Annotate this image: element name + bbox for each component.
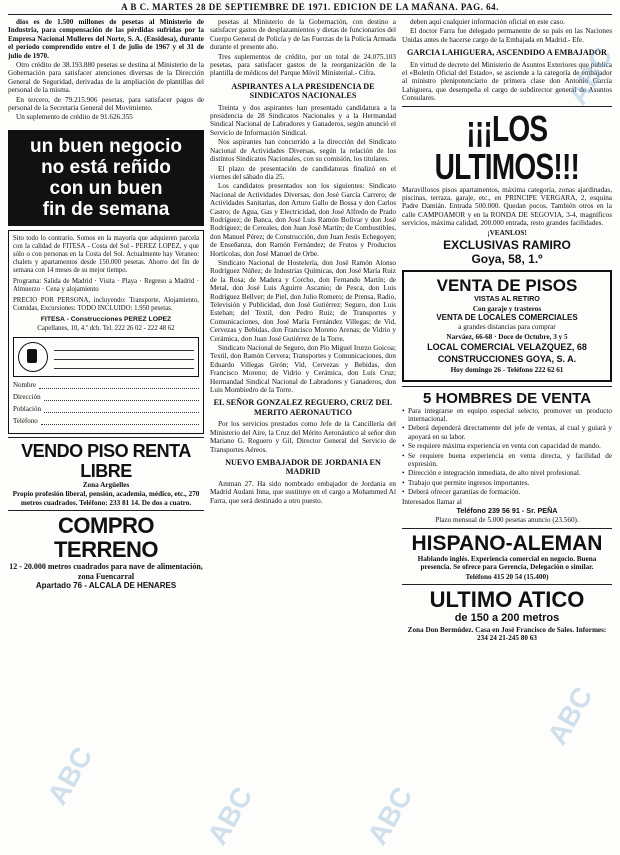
article-paragraph: El doctor Farra fue delegado permanente de su país en las Naciones Unidas antes de hacerse cargo de la Embajada en Madrid.- Efe.: [402, 27, 612, 44]
watermark-abc-5: ABC: [561, 41, 619, 110]
ad-ultimo-atico-title: ULTIMO ATICO: [429, 587, 585, 613]
column-1: [8, 18, 204, 592]
page-header: A B C. MARTES 28 DE SEPTIEMBRE DE 1971. EDICION DE LA MAÑANA. PAG. 64.: [8, 2, 612, 15]
ad-exclusivas-title: EXCLUSIVAS RAMIRO: [443, 238, 571, 253]
ad-ultimo-atico-sub: de 150 a 200 metros: [454, 612, 560, 625]
article-paragraph: dios es de 1.500 millones de pesetas al Ministerio de Industria, para compensación de las pérdidas sufridas por la Empresa Nacional Mulleres del Norte, S. A. (Ensidesa), durante el período comprendido entre el 1 de julio de 1967 y el 31 de julio de 1970.: [8, 18, 204, 60]
article-paragraph: deben aquí cualquier información oficial en este caso.: [410, 18, 565, 26]
ad-hispano-title: HISPANO-ALEMAN: [411, 531, 603, 555]
form-address-field[interactable]: [13, 393, 199, 401]
ad-venta-line: Con garaje y trasteros: [472, 304, 542, 313]
ad-compro-terreno-title: COMPRO TERRENO: [53, 513, 159, 563]
ad-venta-line: VISTAS AL RETIRO: [474, 294, 540, 304]
headline-sindicatos: ASPIRANTES A LA PRESIDENCIA DE SINDICATOS NACIONALES: [231, 81, 375, 101]
article-paragraph: Treinta y dos aspirantes han presentado candidatura a la presidencia de 28 Sindicatos Nacionales y a la Hermandad Sindical Nacional de Labradores y Ganaderos, según anunció el Servicio de Información Sindical.: [210, 103, 396, 137]
ad-hombres-item: • Deberá ofrecer garantías de formación.: [402, 488, 612, 496]
article-paragraph: El plazo de presentación de candidaturas finalizó en el viernes del sábado día 25.: [210, 164, 396, 181]
ad-text: PRECIO POR PERSONA, incluyendo: Transporte, Alojamiento, Comidas, Excursiones: TODO INCLUIDO: 1.950 pesetas.: [13, 296, 199, 312]
ad-exclusivas-address: Goya, 58, 1.º: [471, 252, 543, 267]
ad-compro-terreno-footer: Apartado 76 - ALCALA DE HENARES: [35, 581, 177, 591]
fitesa-logo-icon: [18, 342, 48, 372]
article-paragraph: En tercero, de 79.215.906 pesetas, para satisfacer pagos de personal de la Secretaría General del Movimiento.: [8, 95, 204, 113]
article-paragraph: Sindicato Nacional de Seguro, don Pío Miguel Irurzo Goicoa; Textil, don Ramón Cervera; Transportes y Comunicaciones, don Eduardo Villegas Girón; Vid, Cervezas y Bebidas, don Francisco Moreno; de Vidrio y Cerámica, don Luis Cruz; Hermandad Sindical Nacional de Labradores y Ganaderos, don Luis Mombiedro de la Torre.: [210, 344, 396, 395]
ad-hombres-contact: Interesados llamar al: [402, 497, 462, 506]
ad-title-line: no está reñido: [41, 156, 171, 178]
article-paragraph: Amman 27. Ha sido nombrado embajador de Jordania en Madrid Audani Inna, que sustituye en el cargo a Mohammed Al Farra, que será destinado a otro puesto.: [210, 479, 396, 505]
ad-hombres-item: • Se requiere máxima experiencia en venta con capacidad de mando.: [402, 442, 612, 450]
ad-los-ultimos-footer: ¡VEANLOS!: [487, 228, 527, 237]
watermark-abc-2: ABC: [201, 781, 259, 850]
ad-address: Capellanes, 10, 4.º dch. Tel. 222 26 02 - 222 48 62: [37, 324, 175, 332]
ad-vendo-piso-sub: Zona Argüelles: [82, 480, 130, 489]
form-label: Teléfono: [13, 416, 38, 425]
ad-ultimo-atico-body: Zona Don Bermúdez. Casa en José Francisco de Sales. Informes: 234 24 21-245 80 63: [407, 626, 607, 643]
ad-hombres-phone: Teléfono 239 56 91 - Sr. PEÑA: [456, 506, 558, 515]
headline-gonzalez-reguero: EL SEÑOR GONZALEZ REGUERO, CRUZ DEL MERITO AERONAUTICO: [213, 398, 393, 417]
form-label: Población: [13, 404, 41, 413]
ad-hombres-item: • Para integrarse en equipo especial selecto, promover un producto internacional.: [402, 407, 612, 424]
article-paragraph: Tres suplementos de crédito, por un total de 24.075.103 pesetas, para satisfacer gastos de la reorganización de la plantilla de médicos del Parque Móvil Ministerial.- Cifra.: [210, 52, 396, 78]
ad-hispano-phone: Teléfono 415 20 54 (15.400): [465, 572, 549, 581]
watermark-abc-1: ABC: [41, 741, 99, 810]
form-town-field[interactable]: [13, 405, 199, 413]
ad-venta-line: Narváez, 66-68 · Doce de Octubre, 3 y 5: [446, 332, 568, 341]
ad-venta-line: LOCAL COMERCIAL VELAZQUEZ, 68: [427, 342, 587, 353]
ad-hispano-body: Hablando inglés. Experiencia comercial en negocio. Buena presencia. Se ofrece para Gerencia, Delegación o similar.: [417, 554, 597, 572]
ad-hombres-item: • Trabajo que permite ingresos importantes.: [402, 479, 612, 487]
watermark-abc-4: ABC: [541, 681, 599, 750]
watermark-abc-3: ABC: [361, 781, 419, 850]
ad-vendo-piso-body: Propio profesión liberal, pensión, academia, médico, etc., 270 metros cuadrados. Teléfono: 233 81 14. De dos a cuatro.: [12, 490, 200, 507]
ad-fin-de-semana-body: [8, 230, 204, 434]
article-paragraph: Un suplemento de crédito de 91.626.355: [16, 113, 133, 122]
ad-title-line: un buen negocio: [30, 135, 182, 157]
form-phone-field[interactable]: [13, 417, 199, 425]
article-paragraph: Otro crédito de 38.193.880 pesetas se destina al Ministerio de la Gobernación para satisfacer atenciones diversas de la Dirección General de Seguridad, derivadas de la ampliación de plantillas del personal de la misma.: [8, 61, 204, 95]
article-paragraph: Nos aspirantes han concurrido a la dirección del Sindicato Nacional de Actividades Diversas, según la relación de los distintos Sindicatos Nacionales, con su comisión, los titulares.: [210, 138, 396, 164]
form-name-field[interactable]: [13, 381, 199, 389]
ad-text: Sito todo lo contrario. Somos en la mayoría que adquieren parcela con la calidad de FITESA - Costa del Sol - PEREZ LOPEZ, y que sólo o con personas en la Costa del Sol. Actualmente hay Veraneo: chalets y apartamentos desde 150.000 pesetas. Ahorro del fin de semana con 14 meses de su mejor tiempo.: [13, 234, 199, 274]
headline-garcia-lahiguera: GARCIA LAHIGUERA, ASCENDIDO A EMBAJADOR: [407, 48, 607, 58]
ad-venta-pisos: [402, 270, 612, 381]
column-2: [210, 18, 396, 506]
coupon-lines: [54, 342, 194, 372]
ad-venta-pisos-title: VENTA DE PISOS: [436, 276, 578, 296]
article-paragraph: pesetas al Ministerio de la Gobernación, con destino a satisfacer gastos de desplazamientos y dietas de funcionarios del Cuerpo General de Policía y de las Fuerzas de la Policía Armada durante el presente año.: [210, 18, 396, 52]
ad-venta-line: VENTA DE LOCALES COMERCIALES: [436, 312, 578, 322]
article-paragraph: Por los servicios prestados como Jefe de la Cancillería del Ministerio del Aire, la Cruz del Mérito Aeronáutico al señor don Mariano G. Reguero y Gil, Director General del Servicio de Transportes Aéreos.: [210, 420, 396, 454]
coupon: [13, 337, 199, 377]
ad-compro-terreno-body: 12 - 20.000 metros cuadrados para nave de alimentación, zona Fuencarral: [9, 562, 203, 581]
ad-company: FITESA - Construcciones PEREZ LOPEZ: [40, 315, 172, 323]
ad-title-line: fin de semana: [42, 198, 170, 220]
ad-hombres-title: 5 HOMBRES DE VENTA: [422, 389, 592, 407]
ad-vendo-piso-title: VENDO PISO RENTA LIBRE: [21, 440, 191, 481]
ad-hombres-note: Plazo mensual de 5.000 pesetas anuncio (23.560).: [435, 516, 579, 525]
article-paragraph: Los candidatos presentados son los siguientes: Sindicato Nacional de Actividades Diversas, don José García Carrero; de Actividades Sanitarias, don Arturo Gallo de Bossa y don Carlos Castro; de Agua, Gas y Electricidad, don José Alfredo de Prado Rodríguez; de Banca, don José Luis Ramón Bolívar y don José Rodríguez; de Cereales, don Juan José Martín; de Combustibles, don Manuel Pérez; de Construcción, don Juan Jesús Echegoyen; de Enseñanza, don Ramón Fernández; de Frutos y Productos Hortícolas, don José Manuel de Orbe.: [210, 182, 396, 258]
ad-los-ultimos-title: ¡¡¡LOS ULTIMOS!!!: [434, 107, 580, 187]
column-3: [402, 18, 612, 644]
ad-hombres-item: • Se requiere buena experiencia en venta directa, y facilidad de expresión.: [402, 452, 612, 469]
ad-hombres-item: • Deberá dependerá directamente del jefe de ventas, al cual y guiará y apoyará en su labor.: [402, 424, 612, 441]
ad-venta-line: CONSTRUCCIONES GOYA, S. A.: [437, 354, 577, 365]
ad-venta-line: a grandes distancias para comprar: [458, 323, 556, 332]
ad-los-ultimos-body: Maravillosos pisos apartamentos, máxima categoría, zonas ajardinadas, piscinas, terraza, garaje, etc., en PRINCIPE VERGARA, 2, esquina Padre Damián. Entrada 500.000. Quedan pocos. También otros en la calle CAMPOAMOR y en la RONDA DE SEGOVIA, 3-4, magníficos servicios, máxima calidad, 200.000 entrada, resto grandes facilidades.: [402, 185, 612, 228]
form-label: Dirección: [13, 392, 41, 401]
article-paragraph: En virtud de decreto del Ministerio de Asuntos Exteriores que publica el «Boletín Oficial del Estado», se asciende a la categoría de embajador al ministro plenipotenciario de primera clase don Antonio García Lahiguera, que desempeña el cargo de subdirector general de Asuntos Consulares.: [402, 60, 612, 103]
ad-hombres-item: • Dirección e integración inmediata, de alto nivel profesional.: [402, 469, 612, 477]
ad-venta-line: Hoy domingo 26 - Teléfono 222 62 61: [450, 366, 564, 375]
ad-text: Programa: Salida de Madrid · Visita · Playa · Regreso a Madrid · Almuerzo · Cena y alojamiento: [13, 277, 199, 293]
article-paragraph: Sindicato Nacional de Hostelería, don José Ramón Alonso Rodríguez Núñez; de Industrias Químicas, don José María Ruiz de la Rosa; de Madera y Corcho, don Fernando Martín; de Metal, don José Luis Aguirre Ascanio; de Pesca, don Luis Rodríguez Bellver; de Piel, don Julio Romero; de Prensa, Radio, Televisión y Publicidad, don José Gutiérrez; Seguro, don Luis Esteban; del Textil, don Pedro Ruiz; de Transportes y Comunicaciones, don José María Fernández Villegas; de Vid, Cervezas y Bebidas, don Francisco Moreno Arenas; de Vidrio y Cerámica, don Juan José Gutiérrez de la Torre.: [210, 258, 396, 343]
headline-embajador-jordania: NUEVO EMBAJADOR DE JORDANIA EN MADRID: [225, 457, 381, 477]
ad-title-line: con un buen: [49, 177, 163, 199]
ad-fin-de-semana-title: [8, 130, 204, 226]
ad-hombres-list: [402, 407, 612, 497]
form-label: Nombre: [13, 380, 36, 389]
